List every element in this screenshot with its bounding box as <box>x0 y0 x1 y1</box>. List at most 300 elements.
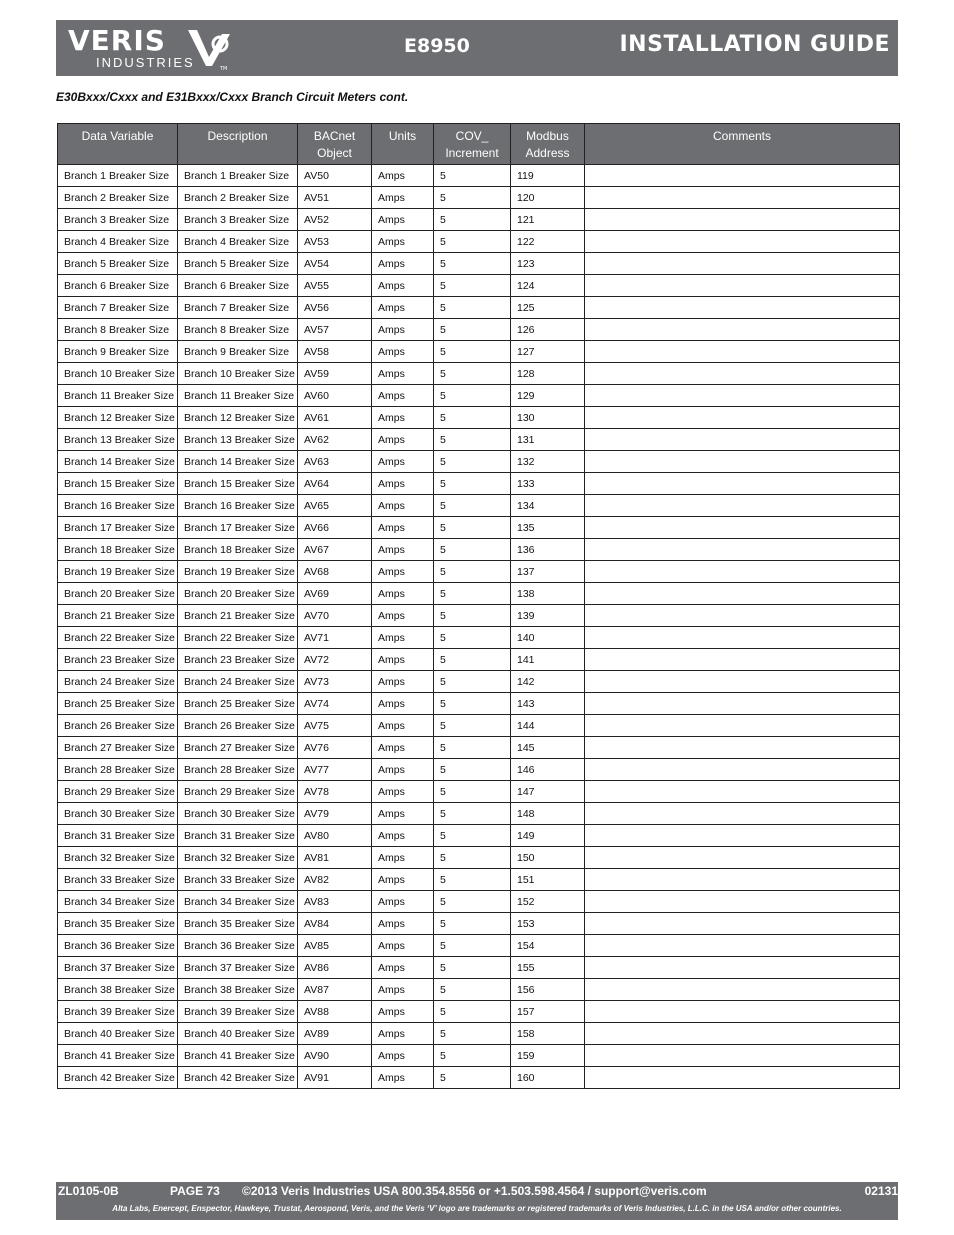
table-cell: 5 <box>434 781 511 803</box>
table-cell: 148 <box>511 803 585 825</box>
table-header-row <box>58 124 900 165</box>
table-cell: AV70 <box>298 605 372 627</box>
table-cell: Amps <box>372 583 434 605</box>
table-cell: Branch 36 Breaker Size <box>178 935 298 957</box>
table-cell: 5 <box>434 451 511 473</box>
table-cell: AV76 <box>298 737 372 759</box>
table-cell: Branch 1 Breaker Size <box>178 165 298 187</box>
table-cell: 144 <box>511 715 585 737</box>
copyright-contact: ©2013 Veris Industries USA 800.354.8556 or +1.503.598.4564 / support@veris.com <box>242 1184 707 1198</box>
table-cell: Branch 22 Breaker Size <box>58 627 178 649</box>
table-cell: 121 <box>511 209 585 231</box>
table-cell <box>585 407 900 429</box>
table-cell <box>585 539 900 561</box>
table-cell: 5 <box>434 275 511 297</box>
table-cell: 5 <box>434 539 511 561</box>
table-body <box>58 165 900 1089</box>
table-cell: 5 <box>434 847 511 869</box>
table-cell: Branch 34 Breaker Size <box>58 891 178 913</box>
table-cell: 141 <box>511 649 585 671</box>
table-row <box>58 1067 900 1089</box>
table-cell <box>585 429 900 451</box>
table-cell: 152 <box>511 891 585 913</box>
table-cell: Branch 14 Breaker Size <box>58 451 178 473</box>
table-cell: Branch 17 Breaker Size <box>58 517 178 539</box>
table-cell: Branch 13 Breaker Size <box>178 429 298 451</box>
table-cell: Amps <box>372 297 434 319</box>
table-cell: 126 <box>511 319 585 341</box>
table-cell: Amps <box>372 847 434 869</box>
table-cell <box>585 913 900 935</box>
table-cell: Amps <box>372 209 434 231</box>
table-cell: Branch 4 Breaker Size <box>178 231 298 253</box>
table-row <box>58 1045 900 1067</box>
table-cell: Branch 11 Breaker Size <box>178 385 298 407</box>
table-cell <box>585 869 900 891</box>
table-cell: Amps <box>372 385 434 407</box>
table-cell <box>585 385 900 407</box>
table-cell: AV66 <box>298 517 372 539</box>
column-header <box>434 124 511 165</box>
table-cell <box>585 693 900 715</box>
table-cell: Branch 30 Breaker Size <box>178 803 298 825</box>
table-cell: Amps <box>372 561 434 583</box>
table-cell: 150 <box>511 847 585 869</box>
table-cell: Branch 7 Breaker Size <box>178 297 298 319</box>
table-cell: Branch 19 Breaker Size <box>178 561 298 583</box>
table-cell: 5 <box>434 649 511 671</box>
table-row <box>58 341 900 363</box>
table-cell: 136 <box>511 539 585 561</box>
table-cell: 131 <box>511 429 585 451</box>
table-cell: AV71 <box>298 627 372 649</box>
column-header <box>585 124 900 165</box>
table-cell: Branch 6 Breaker Size <box>178 275 298 297</box>
table-cell: Branch 33 Breaker Size <box>178 869 298 891</box>
table-cell: Amps <box>372 913 434 935</box>
table-row <box>58 363 900 385</box>
table-cell: 155 <box>511 957 585 979</box>
table-cell: Branch 15 Breaker Size <box>178 473 298 495</box>
table-cell: 145 <box>511 737 585 759</box>
table-cell: Branch 41 Breaker Size <box>58 1045 178 1067</box>
trademark-notice: Alta Labs, Enercept, Enspector, Hawkeye, Trustat, Aerospond, Veris, and the Veris ‘V’ logo are trademarks or registered trademarks of Veris Industries, L.L.C. in the USA and/or other countries. <box>112 1204 842 1213</box>
table-cell: Amps <box>372 1067 434 1089</box>
table-cell <box>585 187 900 209</box>
table-cell: AV64 <box>298 473 372 495</box>
table-cell: AV74 <box>298 693 372 715</box>
table-cell: Amps <box>372 869 434 891</box>
table-cell: AV86 <box>298 957 372 979</box>
table-cell: 5 <box>434 363 511 385</box>
table-cell: 5 <box>434 737 511 759</box>
table-cell: AV52 <box>298 209 372 231</box>
table-cell: AV60 <box>298 385 372 407</box>
table-cell <box>585 649 900 671</box>
table-cell: Branch 18 Breaker Size <box>58 539 178 561</box>
column-header-line: Comments <box>712 129 771 143</box>
table-cell: AV61 <box>298 407 372 429</box>
table-cell: Branch 8 Breaker Size <box>58 319 178 341</box>
table-cell: Branch 9 Breaker Size <box>178 341 298 363</box>
table-cell <box>585 341 900 363</box>
table-cell: 154 <box>511 935 585 957</box>
table-cell: Branch 21 Breaker Size <box>178 605 298 627</box>
table-cell: AV84 <box>298 913 372 935</box>
table-row <box>58 539 900 561</box>
table-row <box>58 957 900 979</box>
table-cell: 5 <box>434 1001 511 1023</box>
table-cell: AV72 <box>298 649 372 671</box>
table-row <box>58 429 900 451</box>
table-cell: Branch 35 Breaker Size <box>58 913 178 935</box>
table-row <box>58 165 900 187</box>
table-cell <box>585 825 900 847</box>
table-cell: Amps <box>372 803 434 825</box>
table-cell: Branch 9 Breaker Size <box>58 341 178 363</box>
table-cell: Branch 33 Breaker Size <box>58 869 178 891</box>
table-cell: 5 <box>434 495 511 517</box>
table-cell: 139 <box>511 605 585 627</box>
table-cell: Branch 18 Breaker Size <box>178 539 298 561</box>
table-cell: Amps <box>372 759 434 781</box>
table-cell: Branch 38 Breaker Size <box>178 979 298 1001</box>
table-cell: AV77 <box>298 759 372 781</box>
table-cell: Amps <box>372 605 434 627</box>
table-row <box>58 627 900 649</box>
table-cell: 5 <box>434 627 511 649</box>
table-cell: 129 <box>511 385 585 407</box>
table-row <box>58 517 900 539</box>
table-cell: AV83 <box>298 891 372 913</box>
table-cell: Amps <box>372 891 434 913</box>
table-row <box>58 473 900 495</box>
column-header-line: Units <box>388 129 417 143</box>
table-cell: Amps <box>372 781 434 803</box>
table-cell <box>585 759 900 781</box>
table-cell: 158 <box>511 1023 585 1045</box>
table-cell: Branch 42 Breaker Size <box>58 1067 178 1089</box>
table-cell: 122 <box>511 231 585 253</box>
table-cell: 5 <box>434 803 511 825</box>
table-cell: Branch 31 Breaker Size <box>178 825 298 847</box>
table-cell: Branch 10 Breaker Size <box>58 363 178 385</box>
table-cell: AV82 <box>298 869 372 891</box>
table-cell: AV73 <box>298 671 372 693</box>
table-row <box>58 649 900 671</box>
table-cell: AV81 <box>298 847 372 869</box>
date-code: 02131 <box>864 1184 898 1198</box>
table-cell: Branch 24 Breaker Size <box>178 671 298 693</box>
table-cell: 160 <box>511 1067 585 1089</box>
table-cell: Branch 15 Breaker Size <box>58 473 178 495</box>
table-cell: 140 <box>511 627 585 649</box>
table-row <box>58 913 900 935</box>
table-cell <box>585 627 900 649</box>
table-cell: Branch 25 Breaker Size <box>178 693 298 715</box>
table-cell: AV57 <box>298 319 372 341</box>
table-cell: Branch 27 Breaker Size <box>58 737 178 759</box>
table-cell: 159 <box>511 1045 585 1067</box>
table-cell: 143 <box>511 693 585 715</box>
table-cell <box>585 715 900 737</box>
table-cell: AV78 <box>298 781 372 803</box>
table-cell: Branch 3 Breaker Size <box>58 209 178 231</box>
table-cell <box>585 891 900 913</box>
table-cell: 125 <box>511 297 585 319</box>
table-row <box>58 561 900 583</box>
table-cell: Branch 3 Breaker Size <box>178 209 298 231</box>
table-row <box>58 781 900 803</box>
column-header-line: Address <box>525 146 570 160</box>
table-row <box>58 407 900 429</box>
page-footer <box>56 1182 898 1220</box>
logo-tm: TM <box>220 66 228 72</box>
guide-title: INSTALLATION GUIDE <box>619 32 890 57</box>
table-cell: 156 <box>511 979 585 1001</box>
table-cell: Branch 29 Breaker Size <box>178 781 298 803</box>
logo-subtext: INDUSTRIES <box>96 55 195 70</box>
table-cell: Branch 40 Breaker Size <box>178 1023 298 1045</box>
table-cell: Amps <box>372 1001 434 1023</box>
table-cell: 5 <box>434 979 511 1001</box>
table-cell <box>585 165 900 187</box>
column-header <box>511 124 585 165</box>
table-cell: Amps <box>372 341 434 363</box>
table-cell <box>585 605 900 627</box>
column-header-line: Data Variable <box>81 129 154 143</box>
table-cell: AV85 <box>298 935 372 957</box>
table-cell: Amps <box>372 935 434 957</box>
table-cell: AV88 <box>298 1001 372 1023</box>
table-cell: AV87 <box>298 979 372 1001</box>
table-cell: 147 <box>511 781 585 803</box>
table-cell: 135 <box>511 517 585 539</box>
table-cell: Amps <box>372 715 434 737</box>
table-cell: Branch 19 Breaker Size <box>58 561 178 583</box>
table-cell: AV53 <box>298 231 372 253</box>
table-row <box>58 209 900 231</box>
table-cell: 5 <box>434 715 511 737</box>
table-cell: 132 <box>511 451 585 473</box>
table-cell: 5 <box>434 825 511 847</box>
column-header <box>372 124 434 165</box>
table-cell: 123 <box>511 253 585 275</box>
table-cell: 146 <box>511 759 585 781</box>
table-cell: 5 <box>434 561 511 583</box>
table-cell: 5 <box>434 583 511 605</box>
table-cell: 5 <box>434 341 511 363</box>
table-cell: 5 <box>434 165 511 187</box>
table-cell: Branch 29 Breaker Size <box>58 781 178 803</box>
table-cell: Branch 41 Breaker Size <box>178 1045 298 1067</box>
table-cell: AV55 <box>298 275 372 297</box>
table-cell: Amps <box>372 187 434 209</box>
table-row <box>58 231 900 253</box>
table-cell: Branch 38 Breaker Size <box>58 979 178 1001</box>
table-cell <box>585 957 900 979</box>
table-cell: Branch 23 Breaker Size <box>58 649 178 671</box>
table-cell: Amps <box>372 825 434 847</box>
table-cell: Branch 10 Breaker Size <box>178 363 298 385</box>
table-cell: 5 <box>434 517 511 539</box>
table-cell: Branch 11 Breaker Size <box>58 385 178 407</box>
model-number: E8950 <box>404 35 470 57</box>
table-cell <box>585 561 900 583</box>
table-cell: Branch 42 Breaker Size <box>178 1067 298 1089</box>
table-cell: Branch 35 Breaker Size <box>178 913 298 935</box>
table-cell: Branch 36 Breaker Size <box>58 935 178 957</box>
table-cell: Branch 14 Breaker Size <box>178 451 298 473</box>
table-row <box>58 495 900 517</box>
table-cell: 5 <box>434 407 511 429</box>
table-cell: AV89 <box>298 1023 372 1045</box>
table-cell: 5 <box>434 671 511 693</box>
table-cell: Branch 12 Breaker Size <box>58 407 178 429</box>
table-cell: Branch 26 Breaker Size <box>58 715 178 737</box>
table-cell <box>585 803 900 825</box>
table-row <box>58 979 900 1001</box>
table-cell: Amps <box>372 649 434 671</box>
table-cell: 127 <box>511 341 585 363</box>
column-header-line: Description <box>207 129 268 143</box>
table-cell: 120 <box>511 187 585 209</box>
table-cell: Branch 17 Breaker Size <box>178 517 298 539</box>
table-cell: 142 <box>511 671 585 693</box>
table-cell: 5 <box>434 957 511 979</box>
table-row <box>58 803 900 825</box>
table-cell: Branch 20 Breaker Size <box>178 583 298 605</box>
data-variable-table <box>57 123 900 1089</box>
table-row <box>58 297 900 319</box>
table-cell: Amps <box>372 737 434 759</box>
table-cell: Branch 32 Breaker Size <box>178 847 298 869</box>
table-cell <box>585 1001 900 1023</box>
table-cell: Branch 6 Breaker Size <box>58 275 178 297</box>
table-cell: Amps <box>372 275 434 297</box>
table-row <box>58 385 900 407</box>
table-cell <box>585 253 900 275</box>
table-cell: Branch 25 Breaker Size <box>58 693 178 715</box>
table-cell <box>585 473 900 495</box>
logo-wordmark: VERIS <box>68 24 166 57</box>
table-cell: Amps <box>372 539 434 561</box>
table-cell: Branch 22 Breaker Size <box>178 627 298 649</box>
table-cell: Branch 5 Breaker Size <box>58 253 178 275</box>
table-cell: AV67 <box>298 539 372 561</box>
table-cell: Branch 2 Breaker Size <box>58 187 178 209</box>
table-cell: Branch 20 Breaker Size <box>58 583 178 605</box>
table-cell: 5 <box>434 759 511 781</box>
table-cell: Branch 32 Breaker Size <box>58 847 178 869</box>
table-cell <box>585 671 900 693</box>
table-cell: 151 <box>511 869 585 891</box>
table-cell: AV62 <box>298 429 372 451</box>
table-cell <box>585 1045 900 1067</box>
table-cell: Branch 13 Breaker Size <box>58 429 178 451</box>
table-cell: 133 <box>511 473 585 495</box>
column-header <box>298 124 372 165</box>
table-cell: Amps <box>372 231 434 253</box>
table-cell: Amps <box>372 473 434 495</box>
table-cell: AV54 <box>298 253 372 275</box>
column-header-line: Increment <box>445 146 499 160</box>
table-cell: Amps <box>372 1023 434 1045</box>
table-cell <box>585 297 900 319</box>
table-row <box>58 451 900 473</box>
table-cell: Branch 30 Breaker Size <box>58 803 178 825</box>
table-row <box>58 583 900 605</box>
table-row <box>58 1023 900 1045</box>
table-cell: Amps <box>372 253 434 275</box>
table-cell: 5 <box>434 1045 511 1067</box>
table-cell <box>585 363 900 385</box>
section-subtitle: E30Bxxx/Cxxx and E31Bxxx/Cxxx Branch Circuit Meters cont. <box>56 90 409 104</box>
table-cell: 5 <box>434 891 511 913</box>
table-cell: Branch 16 Breaker Size <box>178 495 298 517</box>
table-cell: 5 <box>434 1067 511 1089</box>
table-cell: Amps <box>372 407 434 429</box>
table-cell: AV80 <box>298 825 372 847</box>
column-header-line: Modbus <box>526 129 569 143</box>
table-cell: 157 <box>511 1001 585 1023</box>
table-cell: Branch 27 Breaker Size <box>178 737 298 759</box>
table-cell: 5 <box>434 385 511 407</box>
veris-logo <box>66 26 246 72</box>
column-header <box>58 124 178 165</box>
table-cell <box>585 231 900 253</box>
table-cell: AV51 <box>298 187 372 209</box>
table-cell: Branch 34 Breaker Size <box>178 891 298 913</box>
table-cell <box>585 275 900 297</box>
table-cell <box>585 495 900 517</box>
table-cell: Branch 8 Breaker Size <box>178 319 298 341</box>
table-cell: Branch 37 Breaker Size <box>178 957 298 979</box>
table-cell: AV63 <box>298 451 372 473</box>
page-header <box>56 20 898 76</box>
table-row <box>58 693 900 715</box>
table-row <box>58 1001 900 1023</box>
table-cell: 149 <box>511 825 585 847</box>
page-number: PAGE 73 <box>170 1184 220 1198</box>
table-cell: 134 <box>511 495 585 517</box>
table-cell: AV91 <box>298 1067 372 1089</box>
table-cell: Branch 28 Breaker Size <box>178 759 298 781</box>
column-header <box>178 124 298 165</box>
table-cell: 5 <box>434 869 511 891</box>
table-cell: Branch 26 Breaker Size <box>178 715 298 737</box>
table-cell: Branch 40 Breaker Size <box>58 1023 178 1045</box>
table-cell: 5 <box>434 605 511 627</box>
table-cell: 5 <box>434 935 511 957</box>
table-cell: 138 <box>511 583 585 605</box>
table-cell <box>585 1067 900 1089</box>
table-row <box>58 253 900 275</box>
table-row <box>58 275 900 297</box>
table-row <box>58 891 900 913</box>
table-cell <box>585 209 900 231</box>
table-cell: 5 <box>434 473 511 495</box>
table-cell: 130 <box>511 407 585 429</box>
table-cell <box>585 781 900 803</box>
table-cell: 153 <box>511 913 585 935</box>
table-cell: 5 <box>434 319 511 341</box>
table-row <box>58 187 900 209</box>
table-cell: 5 <box>434 297 511 319</box>
table-cell: Branch 21 Breaker Size <box>58 605 178 627</box>
table-cell: AV50 <box>298 165 372 187</box>
table-cell: 5 <box>434 429 511 451</box>
